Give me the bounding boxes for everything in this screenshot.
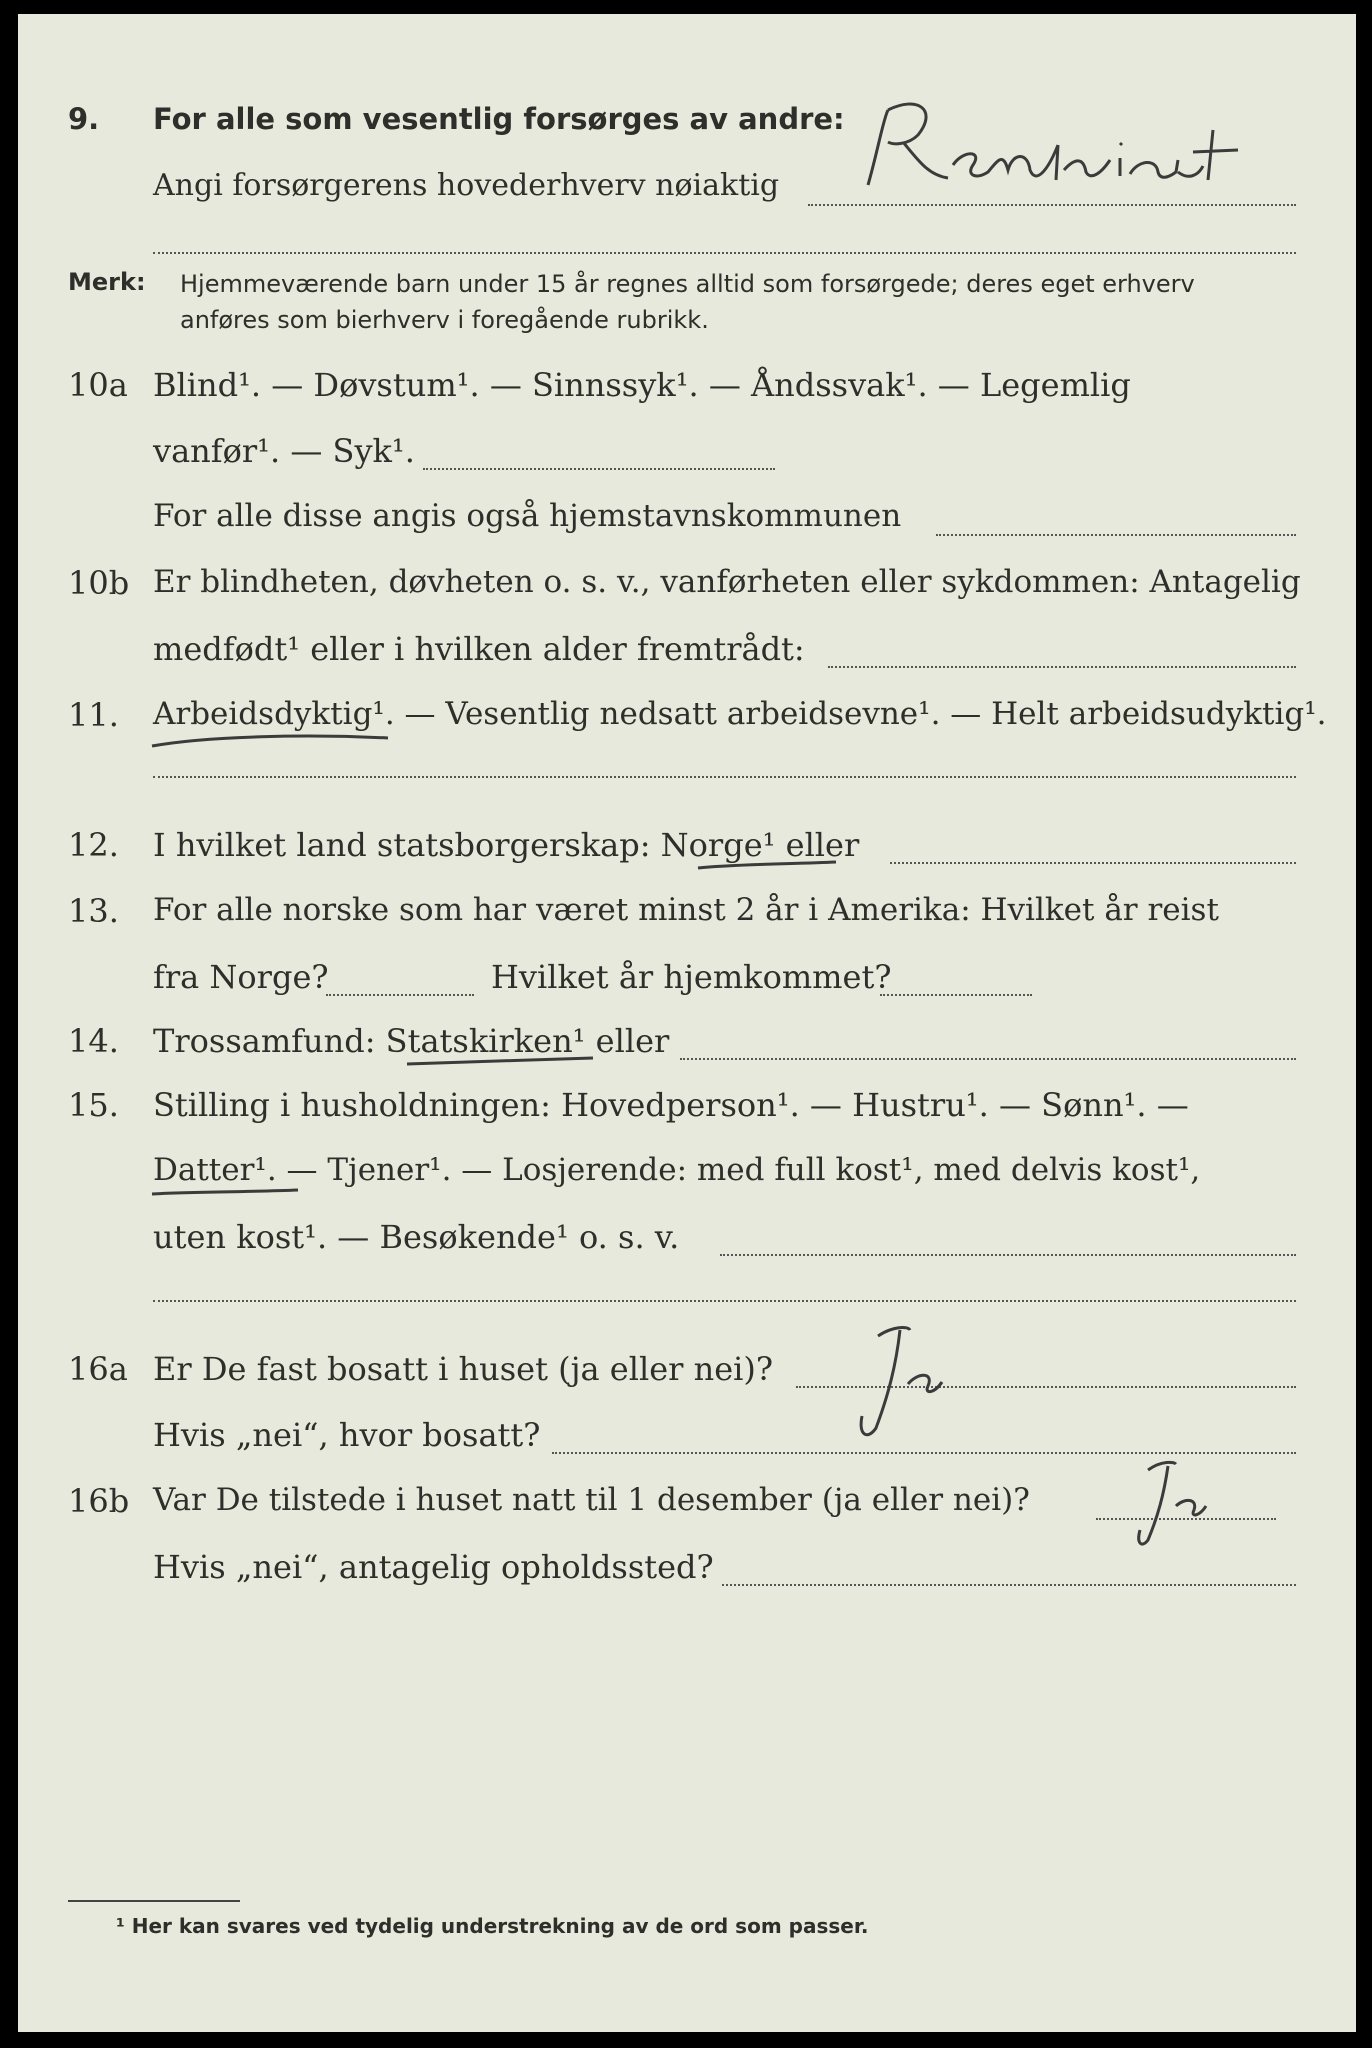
q10a-number: 10a	[68, 366, 128, 404]
q13-number: 13.	[68, 892, 119, 930]
q16b-opholdssted-line[interactable]	[722, 1584, 1296, 1586]
q9-answer-line[interactable]	[808, 204, 1296, 206]
merk-text-1: Hjemmeværende barn under 15 år regnes alltid som forsørgede; deres eget erhverv	[180, 270, 1195, 298]
q13-row-1	[18, 888, 1356, 936]
q10a-row-2	[18, 428, 1356, 476]
q15-answer-line[interactable]	[720, 1254, 1296, 1256]
q10b-question: Er blindheten, døvheten o. s. v., vanførheten eller sykdommen: Antagelig	[153, 564, 1301, 600]
q10a-options-1: Blind¹. — Døvstum¹. — Sinnssyk¹. — Åndssvak¹. — Legemlig	[153, 366, 1131, 404]
q16b-question: Var De tilstede i huset natt til 1 desember (ja eller nei)?	[153, 1482, 1030, 1518]
q13-hjemkommet-line[interactable]	[880, 994, 1032, 996]
q15-options-1: Stilling i husholdningen: Hovedperson¹. — Hustru¹. — Sønn¹. —	[153, 1086, 1189, 1124]
q13-hjemkommet-prompt: Hvilket år hjemkommet?	[491, 958, 892, 996]
q13-reist-line[interactable]	[326, 994, 474, 996]
q15-options-2: Datter¹. — Tjener¹. — Losjerende: med full kost¹, med delvis kost¹,	[153, 1152, 1201, 1188]
q10a-options-2: vanfør¹. — Syk¹.	[153, 432, 415, 470]
q10a-row-1	[18, 362, 1356, 410]
q16a-row-2	[18, 1412, 1356, 1460]
q9-handwritten-answer	[858, 90, 1298, 204]
q16a-row-1	[18, 1346, 1356, 1394]
q15-row-3	[18, 1214, 1356, 1262]
q14-row	[18, 1018, 1356, 1066]
q15-number: 15.	[68, 1086, 119, 1124]
q16a-question: Er De fast bosatt i huset (ja eller nei)?	[153, 1350, 774, 1388]
q15-options-3: uten kost¹. — Besøkende¹ o. s. v.	[153, 1218, 680, 1256]
q12-row	[18, 822, 1356, 870]
q10b-prompt: medfødt¹ eller i hvilken alder fremtrådt:	[153, 630, 805, 668]
q16b-number: 16b	[68, 1482, 130, 1520]
q16b-opholdssted-prompt: Hvis „nei“, antagelig opholdssted?	[153, 1548, 714, 1586]
merk-text-2: anføres som bierhverv i foregående rubrikk.	[180, 306, 709, 334]
q15-extra-line[interactable]	[153, 1300, 1296, 1302]
q13-question: For alle norske som har været minst 2 år i Amerika: Hvilket år reist	[153, 892, 1219, 928]
q13-reist-prompt: fra Norge?	[153, 958, 329, 996]
q9-extra-line[interactable]	[153, 252, 1296, 254]
q14-underline-mark	[403, 1050, 603, 1074]
q10b-row-1	[18, 560, 1356, 608]
footnote-rule	[68, 1900, 240, 1902]
q16a-number: 16a	[68, 1350, 128, 1388]
q11-options: Arbeidsdyktig¹. — Vesentlig nedsatt arbeidsevne¹. — Helt arbeidsudyktig¹.	[153, 696, 1327, 732]
census-form-page	[18, 14, 1356, 2032]
q12-number: 12.	[68, 826, 119, 864]
q10b-answer-line[interactable]	[828, 666, 1296, 668]
q10b-row-2	[18, 626, 1356, 674]
q9-number: 9.	[68, 102, 100, 136]
merk-label: Merk:	[68, 268, 146, 296]
q10a-row-3	[18, 494, 1356, 542]
q9-heading: For alle som vesentlig forsørges av andre:	[153, 102, 845, 136]
q13-row-2	[18, 954, 1356, 1002]
q10a-syk-line[interactable]	[423, 468, 775, 470]
q12-question: I hvilket land statsborgerskap: Norge¹ eller	[153, 826, 860, 864]
q11-number: 11.	[68, 696, 119, 734]
q16b-handwritten-answer	[1128, 1454, 1258, 1558]
footnote-text: ¹ Her kan svares ved tydelig understrekning av de ord som passer.	[116, 1914, 869, 1938]
q10a-hjemstavn-prompt: For alle disse angis også hjemstavnskommunen	[153, 498, 902, 534]
q12-underline-mark	[694, 854, 844, 878]
q11-extra-line[interactable]	[153, 776, 1296, 778]
q15-row-1	[18, 1082, 1356, 1130]
q15-underline-mark	[148, 1180, 308, 1204]
q10a-hjemstavn-line[interactable]	[936, 534, 1296, 536]
q11-underline-mark	[148, 724, 398, 754]
q14-question: Trossamfund: Statskirken¹ eller	[153, 1022, 670, 1060]
q12-answer-line[interactable]	[890, 862, 1296, 864]
q14-answer-line[interactable]	[680, 1058, 1296, 1060]
q10b-number: 10b	[68, 564, 130, 602]
q9-prompt: Angi forsørgerens hovederhverv nøiaktig	[153, 168, 780, 203]
q16a-bosatt-prompt: Hvis „nei“, hvor bosatt?	[153, 1416, 541, 1454]
q14-number: 14.	[68, 1022, 119, 1060]
q16b-row-2	[18, 1544, 1356, 1592]
